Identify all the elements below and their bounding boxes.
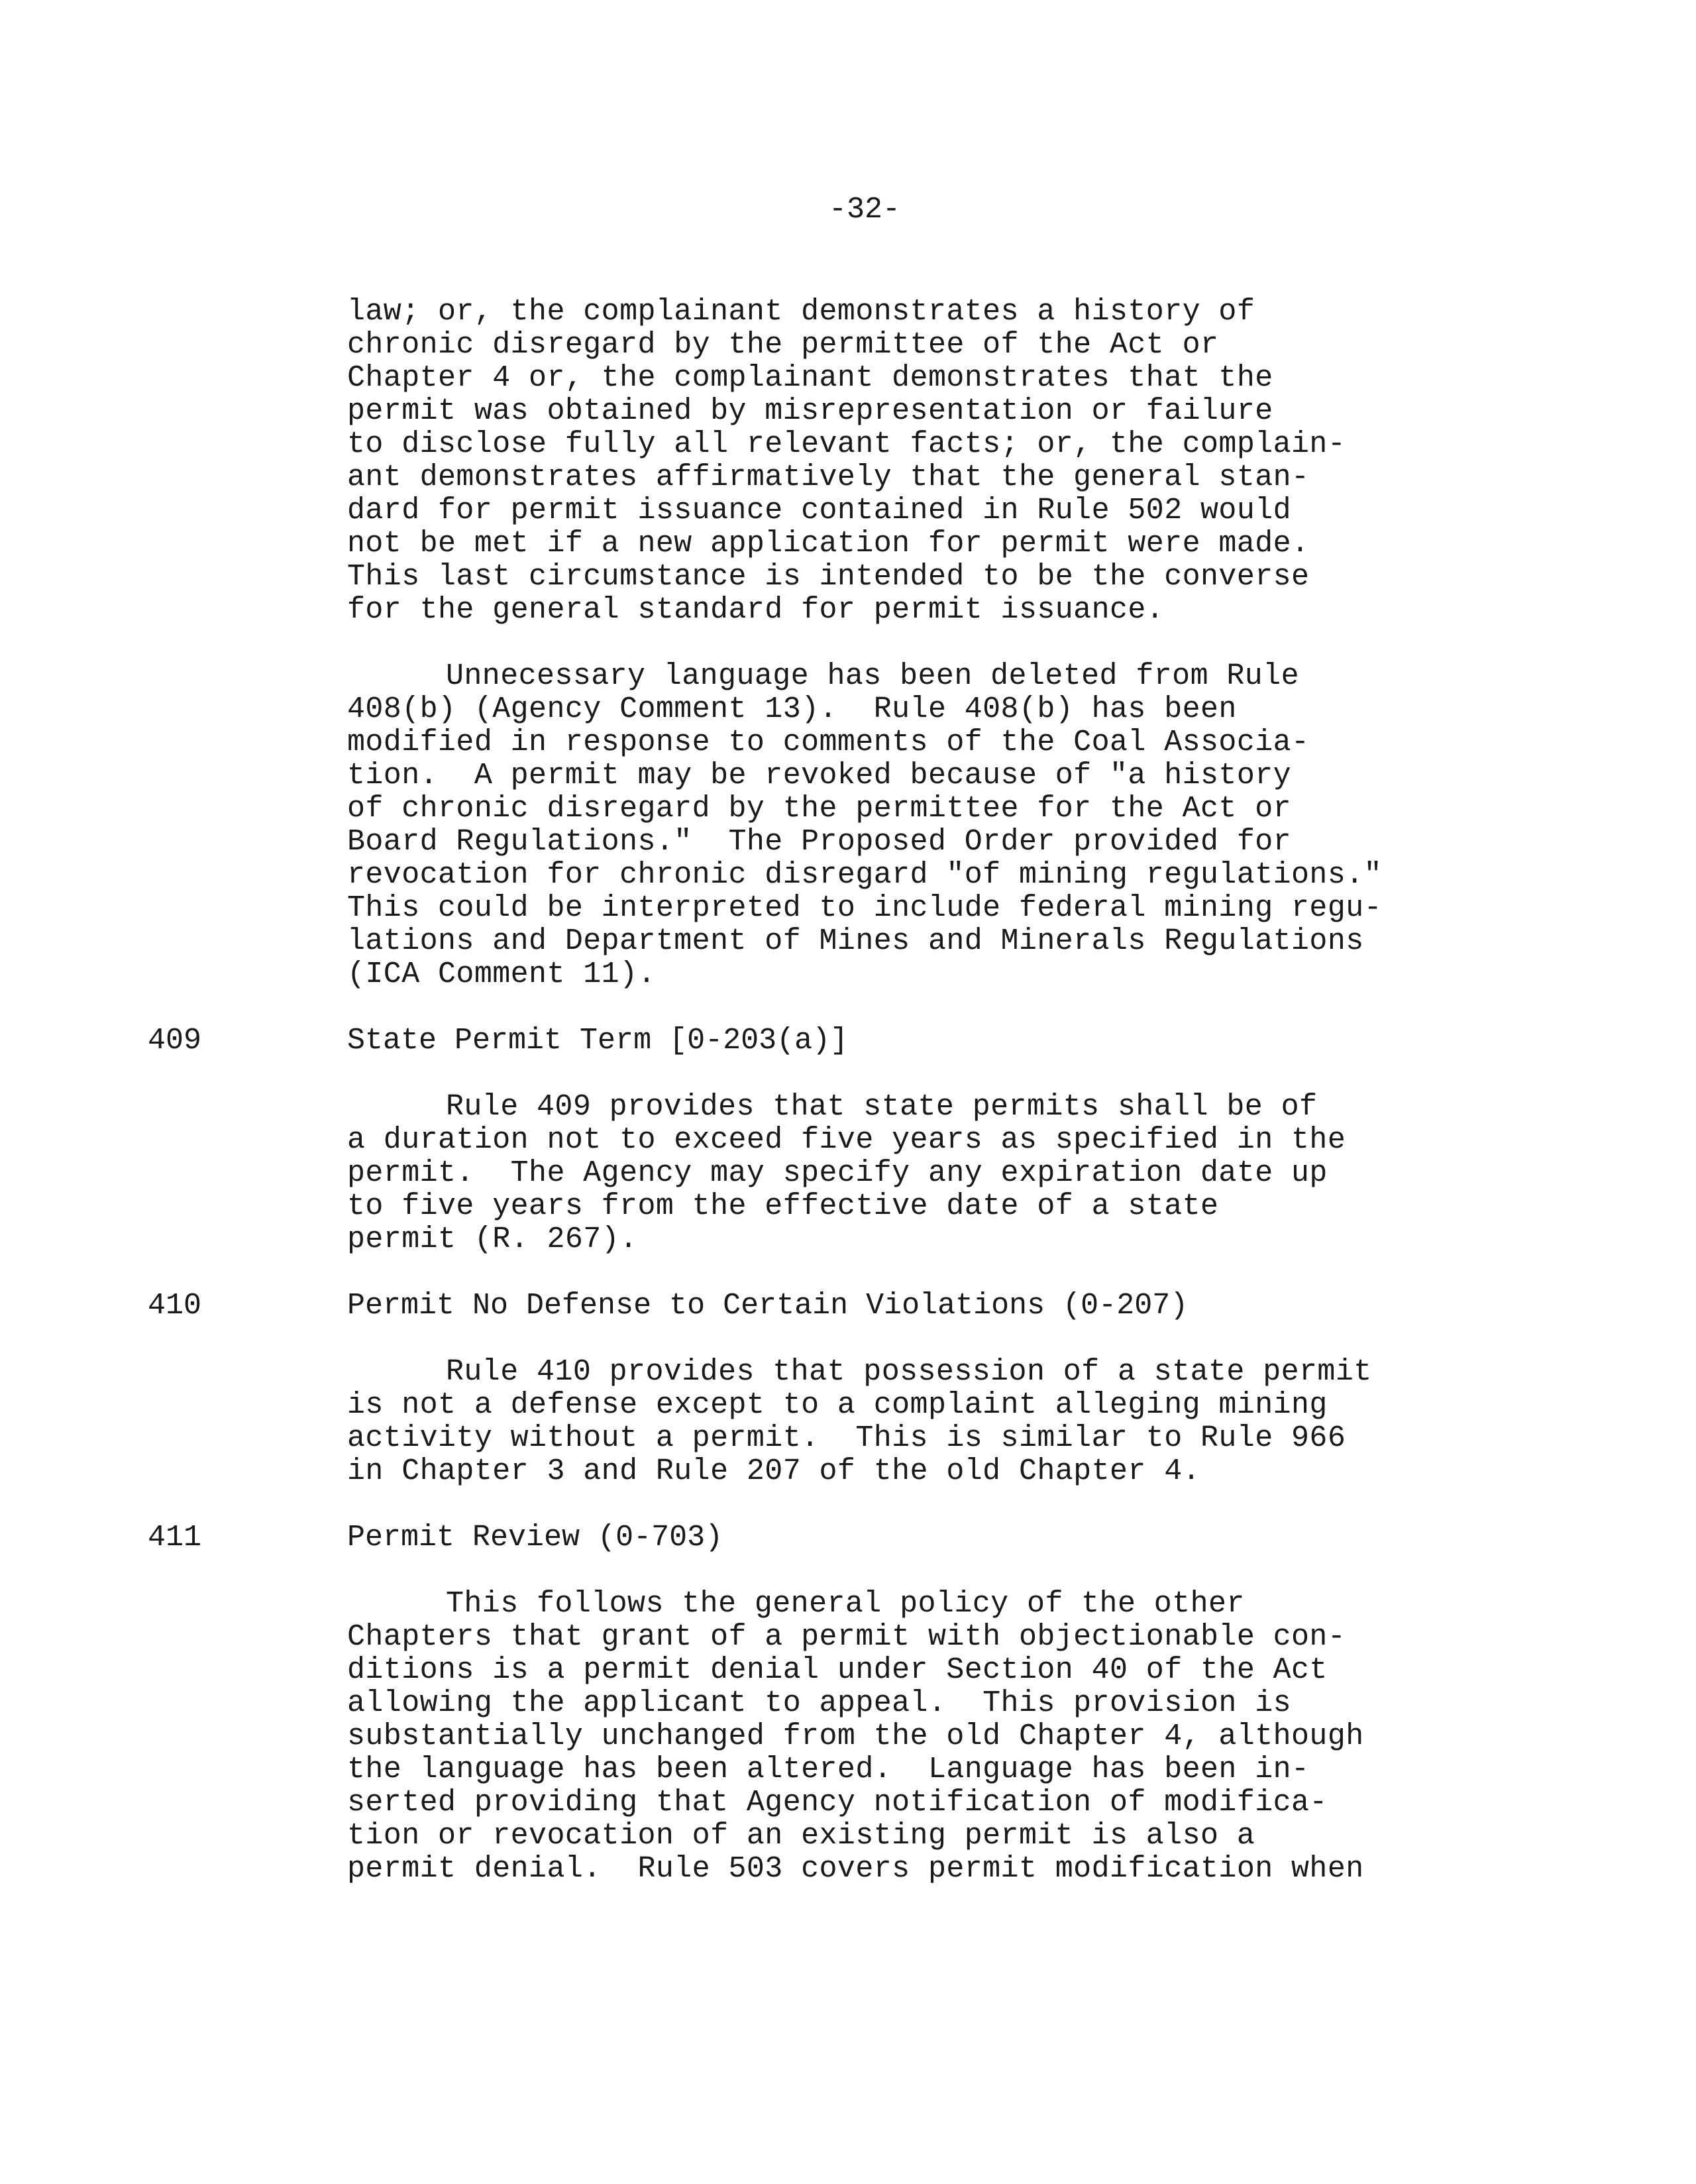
text-line: Unnecessary language has been deleted from Rule bbox=[446, 659, 1300, 693]
text-line: permit denial. Rule 503 covers permit modification when bbox=[347, 1852, 1364, 1886]
text-line: Board Regulations." The Proposed Order provided for bbox=[347, 825, 1292, 859]
text-line: tion or revocation of an existing permit is also a bbox=[347, 1819, 1255, 1853]
text-line: allowing the applicant to appeal. This provision is bbox=[347, 1686, 1292, 1720]
text-line: ant demonstrates affirmatively that the general stan- bbox=[347, 461, 1310, 494]
text-line: law; or, the complainant demonstrates a history of bbox=[347, 295, 1255, 329]
text-line: Rule 410 provides that possession of a state permit bbox=[446, 1355, 1372, 1389]
text-line: the language has been altered. Language has been in- bbox=[347, 1753, 1310, 1786]
text-line: permit was obtained by misrepresentation or failure bbox=[347, 394, 1273, 428]
text-line: This follows the general policy of the other bbox=[446, 1587, 1245, 1621]
text-line: permit. The Agency may specify any expiration date up bbox=[347, 1156, 1328, 1190]
text-line: in Chapter 3 and Rule 207 of the old Chapter 4. bbox=[347, 1454, 1201, 1488]
rule-number: 411 bbox=[148, 1521, 202, 1555]
text-line: for the general standard for permit issuance. bbox=[347, 593, 1165, 627]
text-line: dard for permit issuance contained in Rule 502 would bbox=[347, 494, 1292, 527]
text-line: chronic disregard by the permittee of the Act or bbox=[347, 328, 1219, 362]
text-line: not be met if a new application for permit were made. bbox=[347, 527, 1310, 561]
section-heading: State Permit Term [0-203(a)] bbox=[347, 1024, 849, 1058]
page-number: -32- bbox=[828, 193, 901, 227]
text-line: (ICA Comment 11). bbox=[347, 957, 656, 991]
text-line: a duration not to exceed five years as specified in the bbox=[347, 1123, 1346, 1157]
section-heading: Permit Review (0-703) bbox=[347, 1521, 723, 1555]
text-line: of chronic disregard by the permittee for the Act or bbox=[347, 792, 1292, 826]
text-line: modified in response to comments of the Coal Associa- bbox=[347, 726, 1310, 759]
text-line: to five years from the effective date of a state bbox=[347, 1189, 1219, 1223]
section-heading: Permit No Defense to Certain Violations (0-207) bbox=[347, 1289, 1189, 1323]
rule-number: 409 bbox=[148, 1024, 202, 1058]
text-line: This could be interpreted to include federal mining regu- bbox=[347, 891, 1383, 925]
text-line: Rule 409 provides that state permits shall be of bbox=[446, 1090, 1318, 1124]
text-line: Chapters that grant of a permit with objectionable con- bbox=[347, 1620, 1346, 1654]
text-line: 408(b) (Agency Comment 13). Rule 408(b) has been bbox=[347, 692, 1237, 726]
text-line: permit (R. 267). bbox=[347, 1223, 638, 1256]
text-line: This last circumstance is intended to be the converse bbox=[347, 560, 1310, 594]
text-line: Chapter 4 or, the complainant demonstrates that the bbox=[347, 361, 1273, 395]
text-line: tion. A permit may be revoked because of "a history bbox=[347, 759, 1292, 792]
text-line: ditions is a permit denial under Section 40 of the Act bbox=[347, 1653, 1328, 1687]
text-line: substantially unchanged from the old Chapter 4, although bbox=[347, 1720, 1364, 1753]
text-line: is not a defense except to a complaint alleging mining bbox=[347, 1388, 1328, 1422]
text-line: activity without a permit. This is similar to Rule 966 bbox=[347, 1421, 1346, 1455]
text-line: to disclose fully all relevant facts; or, the complain- bbox=[347, 427, 1346, 461]
text-line: lations and Department of Mines and Minerals Regulations bbox=[347, 924, 1364, 958]
text-line: revocation for chronic disregard "of mining regulations." bbox=[347, 858, 1383, 892]
rule-number: 410 bbox=[148, 1289, 202, 1323]
text-line: serted providing that Agency notification of modifica- bbox=[347, 1786, 1328, 1820]
